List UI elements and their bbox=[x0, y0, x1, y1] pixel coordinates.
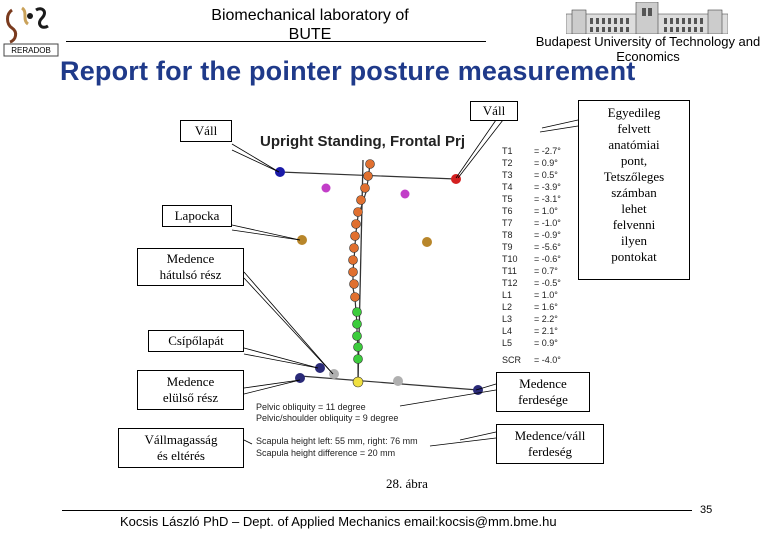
angle-label: L1 bbox=[502, 290, 513, 300]
angle-label: T9 bbox=[502, 242, 513, 252]
angle-value: = 0.7° bbox=[534, 266, 558, 276]
angle-label: T4 bbox=[502, 182, 513, 192]
scapula-height-text: Scapula height left: 55 mm, right: 76 mm bbox=[256, 436, 418, 446]
laboratory-title: Biomechanical laboratory of BUTE bbox=[211, 7, 409, 43]
angle-label: L2 bbox=[502, 302, 513, 312]
angle-value: = 0.9° bbox=[534, 158, 558, 168]
angle-label: T11 bbox=[502, 266, 517, 276]
angle-label: T2 bbox=[502, 158, 513, 168]
angle-value: = -0.5° bbox=[534, 278, 561, 288]
angle-value: = 1.0° bbox=[534, 206, 558, 216]
page-number: 35 bbox=[700, 504, 713, 516]
university-name: Budapest University of Technology and Economics bbox=[535, 34, 761, 64]
angle-value: = 1.6° bbox=[534, 302, 558, 312]
callout-shoulder-top: Váll bbox=[470, 101, 518, 121]
angle-value: = -0.9° bbox=[534, 230, 561, 240]
angle-label: T12 bbox=[502, 278, 518, 288]
angle-value: = -2.7° bbox=[534, 146, 561, 156]
angle-value: = 2.1° bbox=[534, 326, 558, 336]
angle-label: L4 bbox=[502, 326, 513, 336]
angle-label: T6 bbox=[502, 206, 513, 216]
pelvic-obliquity-text: Pelvic obliquity = 11 degree bbox=[256, 402, 366, 412]
angle-value: = 0.5° bbox=[534, 170, 558, 180]
callout-pelvic-obliquity: Medence ferdesége bbox=[496, 372, 590, 412]
footer-author: Kocsis László PhD – Dept. of Applied Mechanics email:kocsis@mm.bme.hu bbox=[120, 514, 557, 529]
angle-label: T3 bbox=[502, 170, 513, 180]
callout-iliac-crest: Csípőlapát bbox=[148, 330, 244, 352]
callout-scapula: Lapocka bbox=[162, 205, 232, 227]
angle-value: = -1.0° bbox=[534, 218, 561, 228]
angle-label: T5 bbox=[502, 194, 513, 204]
callout-shoulder-height: Vállmagasság és eltérés bbox=[118, 428, 244, 468]
angle-label: L3 bbox=[502, 314, 513, 324]
callout-pelvis-anterior: Medence elülső rész bbox=[137, 370, 244, 410]
callout-custom-points: Egyedileg felvett anatómiai pont, Tetszőleges számban lehet felvenni ilyen pontokat bbox=[578, 100, 690, 280]
angle-value: = -3.9° bbox=[534, 182, 561, 192]
footer-divider bbox=[62, 510, 692, 511]
angle-value: = 0.9° bbox=[534, 338, 558, 348]
figure-plot-title: Upright Standing, Frontal Prj bbox=[260, 133, 465, 150]
angle-label: T10 bbox=[502, 254, 518, 264]
angle-value: = -3.1° bbox=[534, 194, 561, 204]
angle-value: = -0.6° bbox=[534, 254, 561, 264]
angle-label: SCR bbox=[502, 355, 522, 365]
angle-label: L5 bbox=[502, 338, 513, 348]
angle-value: = 1.0° bbox=[534, 290, 558, 300]
figure-caption: 28. ábra bbox=[386, 476, 428, 491]
pelvic-shoulder-obliquity-text: Pelvic/shoulder obliquity = 9 degree bbox=[256, 413, 399, 423]
angle-label: T1 bbox=[502, 146, 513, 156]
angle-value: = -5.6° bbox=[534, 242, 561, 252]
scapula-difference-text: Scapula height difference = 20 mm bbox=[256, 448, 396, 458]
svg-text:RERADOB: RERADOB bbox=[11, 46, 51, 55]
angle-label: T7 bbox=[502, 218, 513, 228]
callout-pelvis-posterior: Medence hátulsó rész bbox=[137, 248, 244, 286]
callout-pelvic-shoulder-obliquity: Medence/váll ferdeség bbox=[496, 424, 604, 464]
angle-label: T8 bbox=[502, 230, 513, 240]
page-title: Report for the pointer posture measurement bbox=[60, 56, 636, 86]
angle-value: = 2.2° bbox=[534, 314, 558, 324]
angle-value: = -4.0° bbox=[534, 355, 561, 365]
callout-shoulder-left: Váll bbox=[180, 120, 232, 142]
